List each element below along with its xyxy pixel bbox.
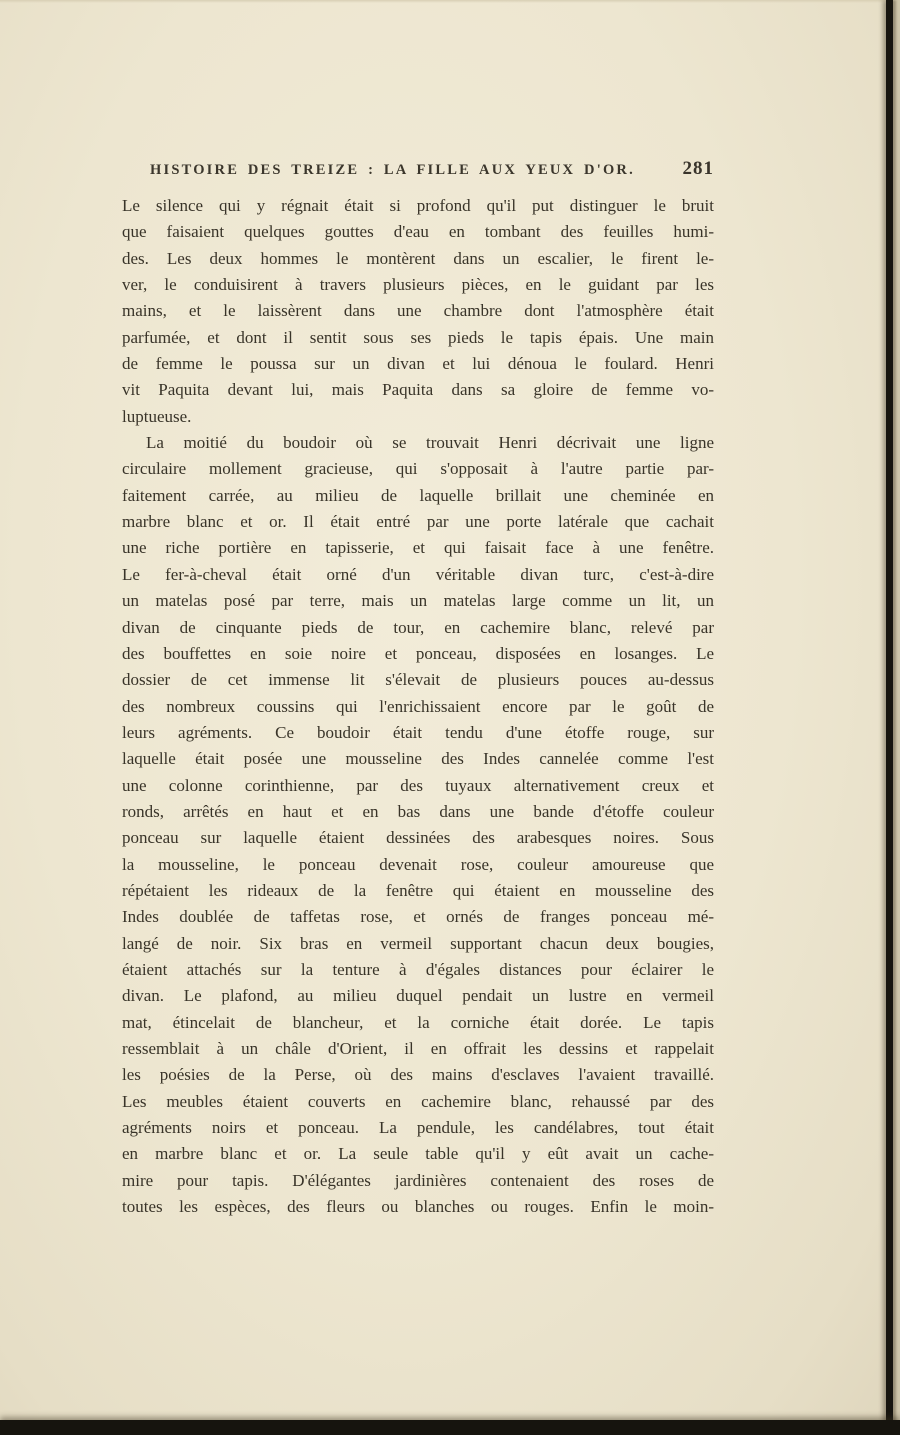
- text-line: vit Paquita devant lui, mais Paquita dans sa gloire de femme vo-: [122, 380, 714, 400]
- text-line: de femme le poussa sur un divan et lui dénoua le foulard. Henri: [122, 354, 714, 374]
- text-line: Le fer-à-cheval était orné d'un véritable divan turc, c'est-à-dire: [122, 564, 714, 584]
- text-line: parfumée, et dont il sentit sous ses pieds le tapis épais. Une main: [122, 327, 714, 347]
- text-line: ver, le conduisirent à travers plusieurs pièces, en le guidant par les: [122, 275, 714, 295]
- text-line: agréments noirs et ponceau. La pendule, les candélabres, tout était: [122, 1118, 714, 1138]
- text-line: faitement carrée, au milieu de laquelle brillait une cheminée en: [122, 485, 714, 505]
- text-line: répétaient les rideaux de la fenêtre qui étaient en mousseline des: [122, 880, 714, 900]
- text-line: ressemblait à un châle d'Orient, il en offrait les dessins et rappelait: [122, 1039, 714, 1058]
- text-line: des nombreux coussins qui l'enrichissaient encore par le goût de: [122, 696, 714, 716]
- page-body: [122, 193, 714, 1220]
- text-line: toutes les espèces, des fleurs ou blanches ou rouges. Enfin le moin-: [122, 1197, 714, 1217]
- text-line: dossier de cet immense lit s'élevait de plusieurs pouces au-dessus: [122, 670, 714, 690]
- text-line: laquelle était posée une mousseline des Indes cannelée comme l'est: [122, 749, 714, 769]
- text-line: ronds, arrêtés en haut et en bas dans une bande d'étoffe couleur: [122, 801, 714, 821]
- text-line: divan. Le plafond, au milieu duquel pendait un lustre en vermeil: [122, 986, 714, 1006]
- top-edge-shade: [0, 0, 900, 3]
- right-edge-shadow: [886, 0, 893, 1435]
- bottom-edge-shadow: [0, 1420, 900, 1435]
- text-line: la mousseline, le ponceau devenait rose, couleur amoureuse que: [122, 854, 714, 874]
- text-line: divan de cinquante pieds de tour, en cachemire blanc, relevé par: [122, 617, 714, 637]
- text-line: une colonne corinthienne, par des tuyaux alternativement creux et: [122, 775, 714, 795]
- text-line: leurs agréments. Ce boudoir était tendu d'une étoffe rouge, sur: [122, 722, 714, 742]
- text-line: Les meubles étaient couverts en cachemire blanc, rehaussé par des: [122, 1091, 714, 1111]
- text-line: Indes doublée de taffetas rose, et ornés de franges ponceau mé-: [122, 907, 714, 927]
- text-line: étaient attachés sur la tenture à d'égales distances pour éclairer le: [122, 959, 714, 979]
- page-content: [122, 158, 714, 1220]
- text-line: langé de noir. Six bras en vermeil supportant chacun deux bougies,: [122, 933, 714, 953]
- running-title: HISTOIRE DES TREIZE : LA FILLE AUX YEUX D'OR.: [150, 162, 635, 178]
- text-line: luptueuse.: [122, 406, 192, 426]
- text-line: des. Les deux hommes le montèrent dans un escalier, le firent le-: [122, 248, 714, 268]
- text-line: Le silence qui y régnait était si profond qu'il put distinguer le bruit: [122, 196, 714, 215]
- text-line: les poésies de la Perse, où des mains d'esclaves l'avaient travaillé.: [122, 1065, 714, 1085]
- text-line: mat, étincelait de blancheur, et la corniche était dorée. Le tapis: [122, 1012, 714, 1032]
- text-line: un matelas posé par terre, mais un matelas large comme un lit, un: [122, 591, 714, 611]
- text-line: circulaire mollement gracieuse, qui s'opposait à l'autre partie par-: [122, 459, 714, 479]
- text-line: en marbre blanc et or. La seule table qu'il y eût avait un cache-: [122, 1144, 714, 1164]
- text-line: que faisaient quelques gouttes d'eau en tombant des feuilles humi-: [122, 222, 714, 242]
- page-header: [122, 158, 714, 180]
- text-line: La moitié du boudoir où se trouvait Henri décrivait une ligne: [146, 433, 714, 453]
- text-line: ponceau sur laquelle étaient dessinées des arabesques noires. Sous: [122, 828, 714, 848]
- text-line: mire pour tapis. D'élégantes jardinières contenaient des roses de: [122, 1170, 714, 1190]
- text-line: mains, et le laissèrent dans une chambre dont l'atmosphère était: [122, 301, 714, 321]
- paragraph: [122, 430, 714, 1220]
- paragraph: [122, 193, 714, 430]
- right-edge-margin: [893, 0, 900, 1435]
- text-line: marbre blanc et or. Il était entré par une porte latérale que cachait: [122, 512, 714, 532]
- text-line: une riche portière en tapisserie, et qui faisait face à une fenêtre.: [122, 538, 714, 558]
- page-number: 281: [682, 158, 714, 179]
- text-line: des bouffettes en soie noire et ponceau, disposées en losanges. Le: [122, 643, 714, 663]
